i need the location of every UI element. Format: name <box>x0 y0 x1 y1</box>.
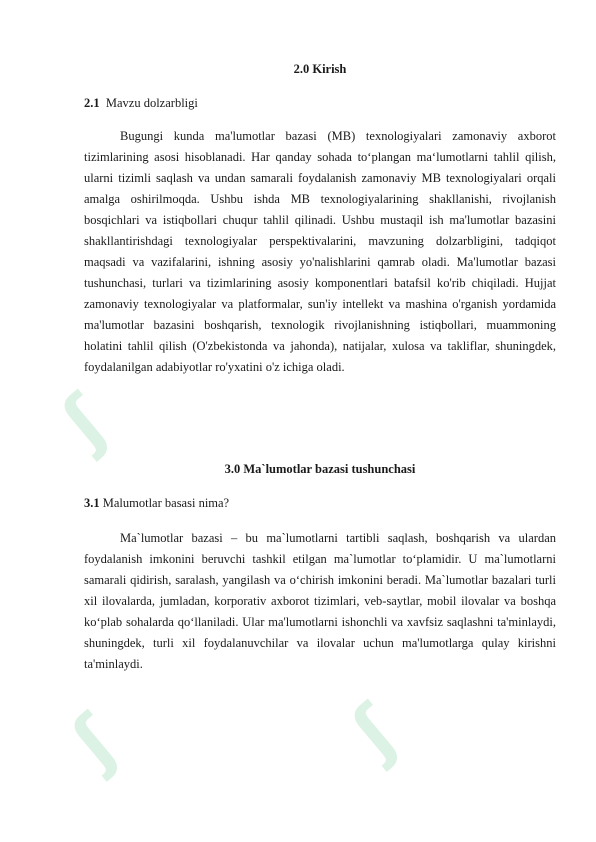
section-3-1-title: Malumotlar basasi nima? <box>102 496 230 510</box>
section-2-1-number: 2.1 <box>84 96 100 110</box>
section-3-1-number: 3.1 <box>84 496 100 510</box>
watermark-logo-icon: ʃ <box>337 690 413 772</box>
section-2-title: 2.0 Kirish <box>293 62 347 76</box>
section-3-paragraph: Ma`lumotlar bazasi – bu ma`lumotlarni tartibli saqlash, boshqarish va ulardan foydalanish imkonini beruvchi tashkil etilgan ma`lumotlar to‘plamidir. U ma`lumotlarni samarali qidirish, saralash, yangilash va o‘chirish imkonini beradi. Ma`lumotlar bazalari turli xil ilovalarda, jumladan, korporativ axborot tizimlari, veb-saytlar, mobil ilovalar va boshqa ko‘plab sohalarda qo‘llaniladi. Ular ma'lumotlarni ishonchli va xavfsiz saqlashni ta'minlaydi, shuningdek, turli xil foydalanuvchilar va ilovalar uchun ma'lumotlarga qulay kirishni ta'minlaydi. <box>84 531 556 671</box>
section-2-paragraph: Bugungi kunda ma'lumotlar bazasi (MB) texnologiyalari zamonaviy axborot tizimlarining asosi hisoblanadi. Har qanday sohada to‘plangan ma‘lumotlarni tahlil qilish, ularni tizimli saqlash va undan samarali foydalanish zamonaviy MB texnologiyalari orqali amalga oshirilmoqda. Ushbu ishda MB texnologiyalarining shakllanishi, rivojlanish bosqichlari va istiqbollari chuqur tahlil qilinadi. Ushbu mustaqil ish ma'lumotlar bazasini shakllantirishdagi texnologiyalar perspektivalarini, mavzuning dolzarbligini, tadqiqot maqsadi va vazifalarini, ishning asosiy yo'nalishlarini qamrab oladi. Ma'lumotlar bazasi tushunchasi, turlari va tizimlarining asosiy komponentlari batafsil ko'rib chiqiladi. Hujjat zamonaviy texnologiyalar va platformalar, sun'iy intellekt va mashina o'rganish yordamida ma'lumotlar bazasini boshqarish, texnologik rivojlanishning istiqbollari, muammoning holatini tahlil qilish (O'zbekistonda va jahonda), natijalar, xulosa va takliflar, shuningdek, foydalanilgan adabiyotlar ro'yxatini o'z ichiga oladi. <box>84 129 556 374</box>
watermark-logo-icon: ʃ <box>57 700 133 782</box>
section-2-1-title: Mavzu dolzarbligi <box>105 96 198 110</box>
section-2-1-heading <box>84 96 198 111</box>
section-3-1-heading <box>84 496 229 511</box>
watermark-logo-icon: ʃ <box>47 380 123 462</box>
section-3-title: 3.0 Ma`lumotlar bazasi tushunchasi <box>224 462 416 476</box>
